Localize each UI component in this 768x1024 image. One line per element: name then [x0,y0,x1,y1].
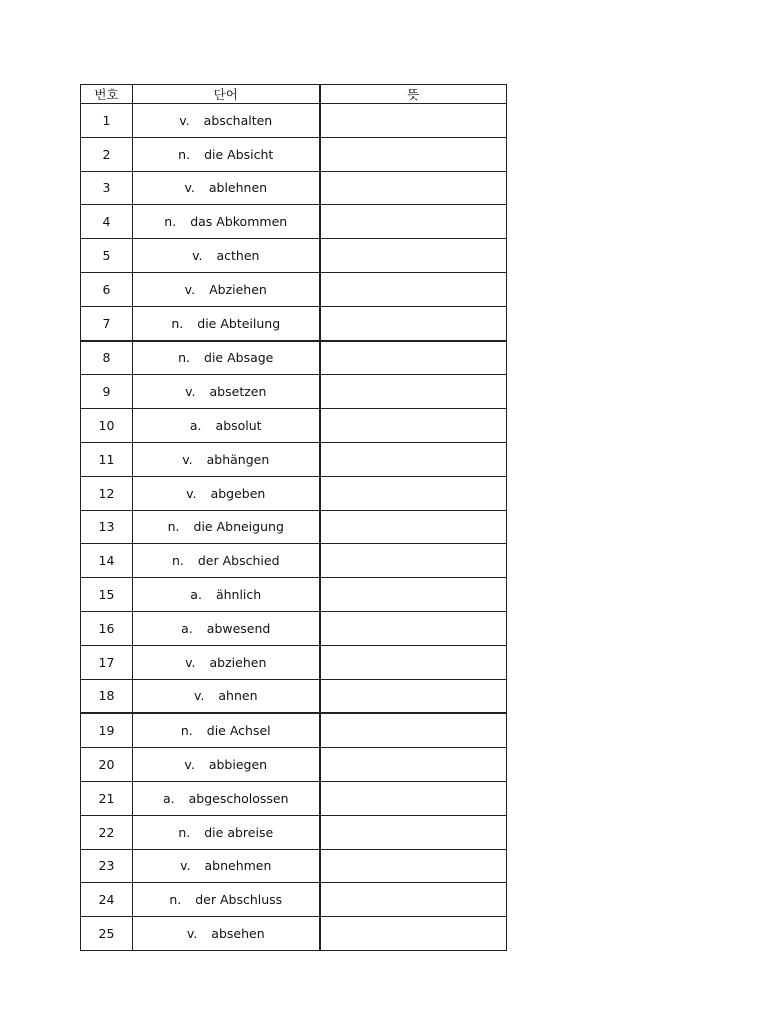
word-cell [133,544,320,578]
table-row [81,645,507,679]
part-of-speech: v. [185,384,196,400]
meaning-cell [320,748,507,782]
table-row [81,375,507,409]
part-of-speech: v. [180,858,191,874]
row-number: 16 [81,611,133,645]
german-word: acthen [216,248,260,264]
row-number: 6 [81,272,133,306]
word-cell [133,645,320,679]
table-row [81,781,507,815]
table-row [81,679,507,713]
word-cell [133,815,320,849]
german-word: das Abkommen [190,214,288,230]
table-row [81,849,507,883]
part-of-speech: n. [178,824,191,840]
row-number: 9 [81,375,133,409]
german-word: ähnlich [215,587,262,603]
row-number: 14 [81,544,133,578]
word-cell [133,476,320,510]
word-cell [133,713,320,747]
part-of-speech: v. [192,248,203,264]
part-of-speech: v. [185,654,196,670]
header-number: 번호 [81,85,133,104]
table-row [81,611,507,645]
german-word: abbiegen [208,757,268,773]
meaning-cell [320,409,507,443]
german-word: abnehmen [204,858,272,874]
row-number: 2 [81,137,133,171]
part-of-speech: n. [180,723,193,739]
meaning-cell [320,476,507,510]
table-row [81,272,507,306]
header-row [81,85,507,104]
meaning-cell [320,849,507,883]
part-of-speech: n. [178,146,191,162]
part-of-speech: v. [184,757,195,773]
part-of-speech: n. [171,315,184,331]
german-word: der Abschluss [195,892,283,908]
meaning-cell [320,272,507,306]
part-of-speech: v. [186,485,197,501]
meaning-cell [320,341,507,375]
row-number: 5 [81,239,133,273]
vocabulary-rows [81,104,507,951]
part-of-speech: n. [167,519,180,535]
word-cell [133,409,320,443]
meaning-cell [320,137,507,171]
word-cell [133,917,320,951]
table-row [81,578,507,612]
row-number: 8 [81,341,133,375]
german-word: absehen [211,926,265,942]
word-cell [133,781,320,815]
word-cell [133,137,320,171]
part-of-speech: a. [190,587,202,603]
part-of-speech: v. [184,281,196,297]
german-word: die Absicht [204,146,274,162]
row-number: 11 [81,442,133,476]
meaning-cell [320,375,507,409]
word-cell [133,883,320,917]
row-number: 13 [81,510,133,544]
word-cell [133,679,320,713]
german-word: absolut [215,418,262,434]
table-row [81,137,507,171]
row-number: 20 [81,748,133,782]
row-number: 24 [81,883,133,917]
row-number: 12 [81,476,133,510]
part-of-speech: n. [171,553,184,569]
table-row [81,713,507,747]
word-cell [133,306,320,340]
meaning-cell [320,205,507,239]
meaning-cell [320,544,507,578]
word-cell [133,239,320,273]
part-of-speech: n. [178,350,191,366]
german-word: abhängen [206,451,270,467]
german-word: abwesend [206,620,271,636]
row-number: 7 [81,306,133,340]
meaning-cell [320,239,507,273]
german-word: die Absage [204,350,274,366]
word-cell [133,272,320,306]
part-of-speech: a. [162,790,175,806]
row-number: 25 [81,917,133,951]
german-word: abziehen [209,654,267,670]
header-word: 단어 [133,85,320,104]
word-cell [133,748,320,782]
german-word: die abreise [204,824,274,840]
row-number: 19 [81,713,133,747]
row-number: 3 [81,171,133,205]
row-number: 17 [81,645,133,679]
meaning-cell [320,104,507,138]
vocabulary-sheet [80,84,507,951]
table-row [81,815,507,849]
word-cell [133,578,320,612]
meaning-cell [320,645,507,679]
row-number: 10 [81,409,133,443]
word-cell [133,442,320,476]
part-of-speech: n. [169,892,182,908]
table-row [81,748,507,782]
table-row [81,306,507,340]
meaning-cell [320,679,507,713]
german-word: absetzen [209,384,267,400]
table-row [81,205,507,239]
german-word: die Abteilung [197,315,281,331]
part-of-speech: v. [182,451,193,467]
word-cell [133,375,320,409]
row-number: 22 [81,815,133,849]
row-number: 23 [81,849,133,883]
table-row [81,510,507,544]
word-cell [133,341,320,375]
word-cell [133,849,320,883]
german-word: abgeben [210,485,266,501]
meaning-cell [320,611,507,645]
word-cell [133,104,320,138]
table-row [81,917,507,951]
meaning-cell [320,713,507,747]
meaning-cell [320,306,507,340]
german-word: ahnen [218,688,258,704]
table-row [81,409,507,443]
table-row [81,341,507,375]
meaning-cell [320,171,507,205]
word-cell [133,171,320,205]
row-number: 18 [81,679,133,713]
table-row [81,239,507,273]
row-number: 4 [81,205,133,239]
vocabulary-table [80,84,507,951]
row-number: 21 [81,781,133,815]
german-word: der Abschied [197,553,280,569]
german-word: die Achsel [206,723,271,739]
word-cell [133,510,320,544]
part-of-speech: v. [186,926,198,942]
meaning-cell [320,781,507,815]
table-row [81,171,507,205]
part-of-speech: a. [181,620,193,636]
german-word: Abziehen [209,281,267,297]
table-row [81,544,507,578]
meaning-cell [320,883,507,917]
meaning-cell [320,815,507,849]
table-row [81,476,507,510]
part-of-speech: v. [193,688,205,704]
meaning-cell [320,442,507,476]
row-number: 15 [81,578,133,612]
word-cell [133,205,320,239]
german-word: abgescholossen [188,790,289,806]
table-row [81,442,507,476]
part-of-speech: v. [184,180,195,196]
table-row [81,104,507,138]
part-of-speech: n. [164,214,177,230]
header-meaning: 뜻 [320,85,507,104]
row-number: 1 [81,104,133,138]
part-of-speech: a. [189,418,202,434]
meaning-cell [320,578,507,612]
meaning-cell [320,510,507,544]
meaning-cell [320,917,507,951]
word-cell [133,611,320,645]
german-word: ablehnen [208,180,268,196]
german-word: die Abneigung [193,519,284,535]
part-of-speech: v. [179,112,190,128]
table-row [81,883,507,917]
german-word: abschalten [203,112,273,128]
